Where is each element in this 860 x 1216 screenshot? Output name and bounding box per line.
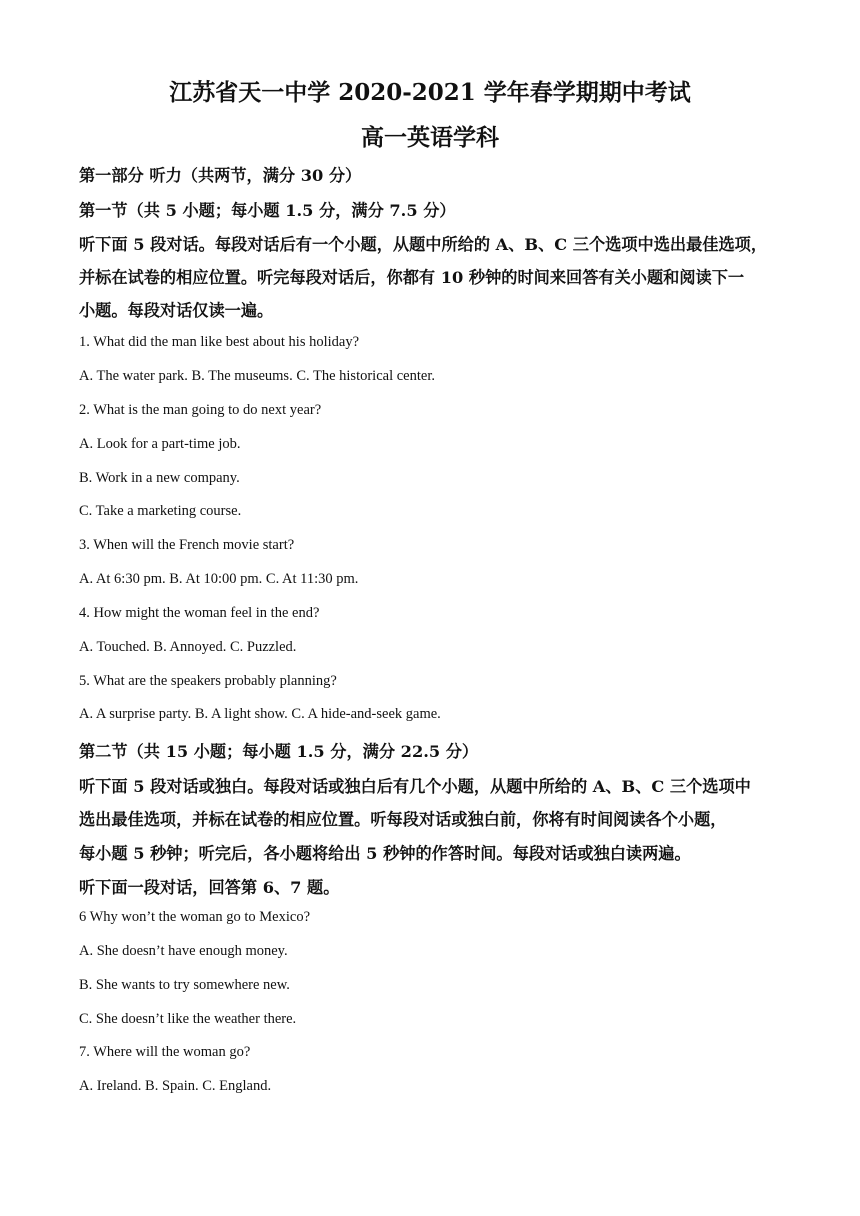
part1-heading: 第一部分 听力（共两节，满分 30 分） xyxy=(79,166,362,185)
section2-instruction-line-3: 每小题 5 秒钟；听完后，各小题将给出 5 秒钟的作答时间。每段对话或独白读两遍。 xyxy=(79,844,691,863)
exam-subject: 高一英语学科 xyxy=(361,124,499,151)
section2-instruction-line-2: 选出最佳选项，并标在试卷的相应位置。听每段对话或独白前，你将有时间阅读各个小题， xyxy=(79,810,727,829)
question-3-options: A. At 6:30 pm. B. At 10:00 pm. C. At 11:30 pm. xyxy=(79,571,359,587)
question-5-options: A. A surprise party. B. A light show. C. A hide-and-seek game. xyxy=(79,706,441,722)
question-2-option-c: C. Take a marketing course. xyxy=(79,503,242,519)
question-1-options: A. The water park. B. The museums. C. The historical center. xyxy=(79,368,435,384)
question-2-option-b: B. Work in a new company. xyxy=(79,470,240,486)
question-6: 6 Why won’t the woman go to Mexico? xyxy=(79,909,311,925)
question-4: 4. How might the woman feel in the end? xyxy=(79,605,320,621)
section1-instruction-line-1: 听下面 5 段对话。每段对话后有一个小题，从题中所给的 A、B、C 三个选项中选出最佳选项， xyxy=(79,235,768,254)
exam-title: 江苏省天一中学 2020-2021 学年春学期期中考试 xyxy=(169,79,691,106)
section1-instruction-line-2: 并标在试卷的相应位置。听完每段对话后，你都有 10 秒钟的时间来回答有关小题和阅读下一 xyxy=(79,268,745,287)
question-2: 2. What is the man going to do next year? xyxy=(79,402,322,418)
question-5: 5. What are the speakers probably planning? xyxy=(79,673,337,689)
question-6-option-a: A. She doesn’t have enough money. xyxy=(79,943,288,959)
question-6-option-c: C. She doesn’t like the weather there. xyxy=(79,1011,297,1027)
question-7-options: A. Ireland. B. Spain. C. England. xyxy=(79,1078,272,1094)
dialogue-intro: 听下面一段对话，回答第 6、7 题。 xyxy=(79,878,340,897)
question-6-option-b: B. She wants to try somewhere new. xyxy=(79,977,290,993)
question-3: 3. When will the French movie start? xyxy=(79,537,295,553)
question-1: 1. What did the man like best about his holiday? xyxy=(79,334,360,350)
section2-instruction-line-1: 听下面 5 段对话或独白。每段对话或独白后有几个小题，从题中所给的 A、B、C 三个选项中 xyxy=(79,777,751,796)
section2-heading: 第二节（共 15 小题；每小题 1.5 分，满分 22.5 分） xyxy=(79,742,479,761)
question-7: 7. Where will the woman go? xyxy=(79,1044,251,1060)
section1-instruction-line-3: 小题。每段对话仅读一遍。 xyxy=(79,301,274,320)
question-4-options: A. Touched. B. Annoyed. C. Puzzled. xyxy=(79,639,297,655)
question-2-option-a: A. Look for a part-time job. xyxy=(79,436,241,452)
section1-heading: 第一节（共 5 小题；每小题 1.5 分，满分 7.5 分） xyxy=(79,201,456,220)
